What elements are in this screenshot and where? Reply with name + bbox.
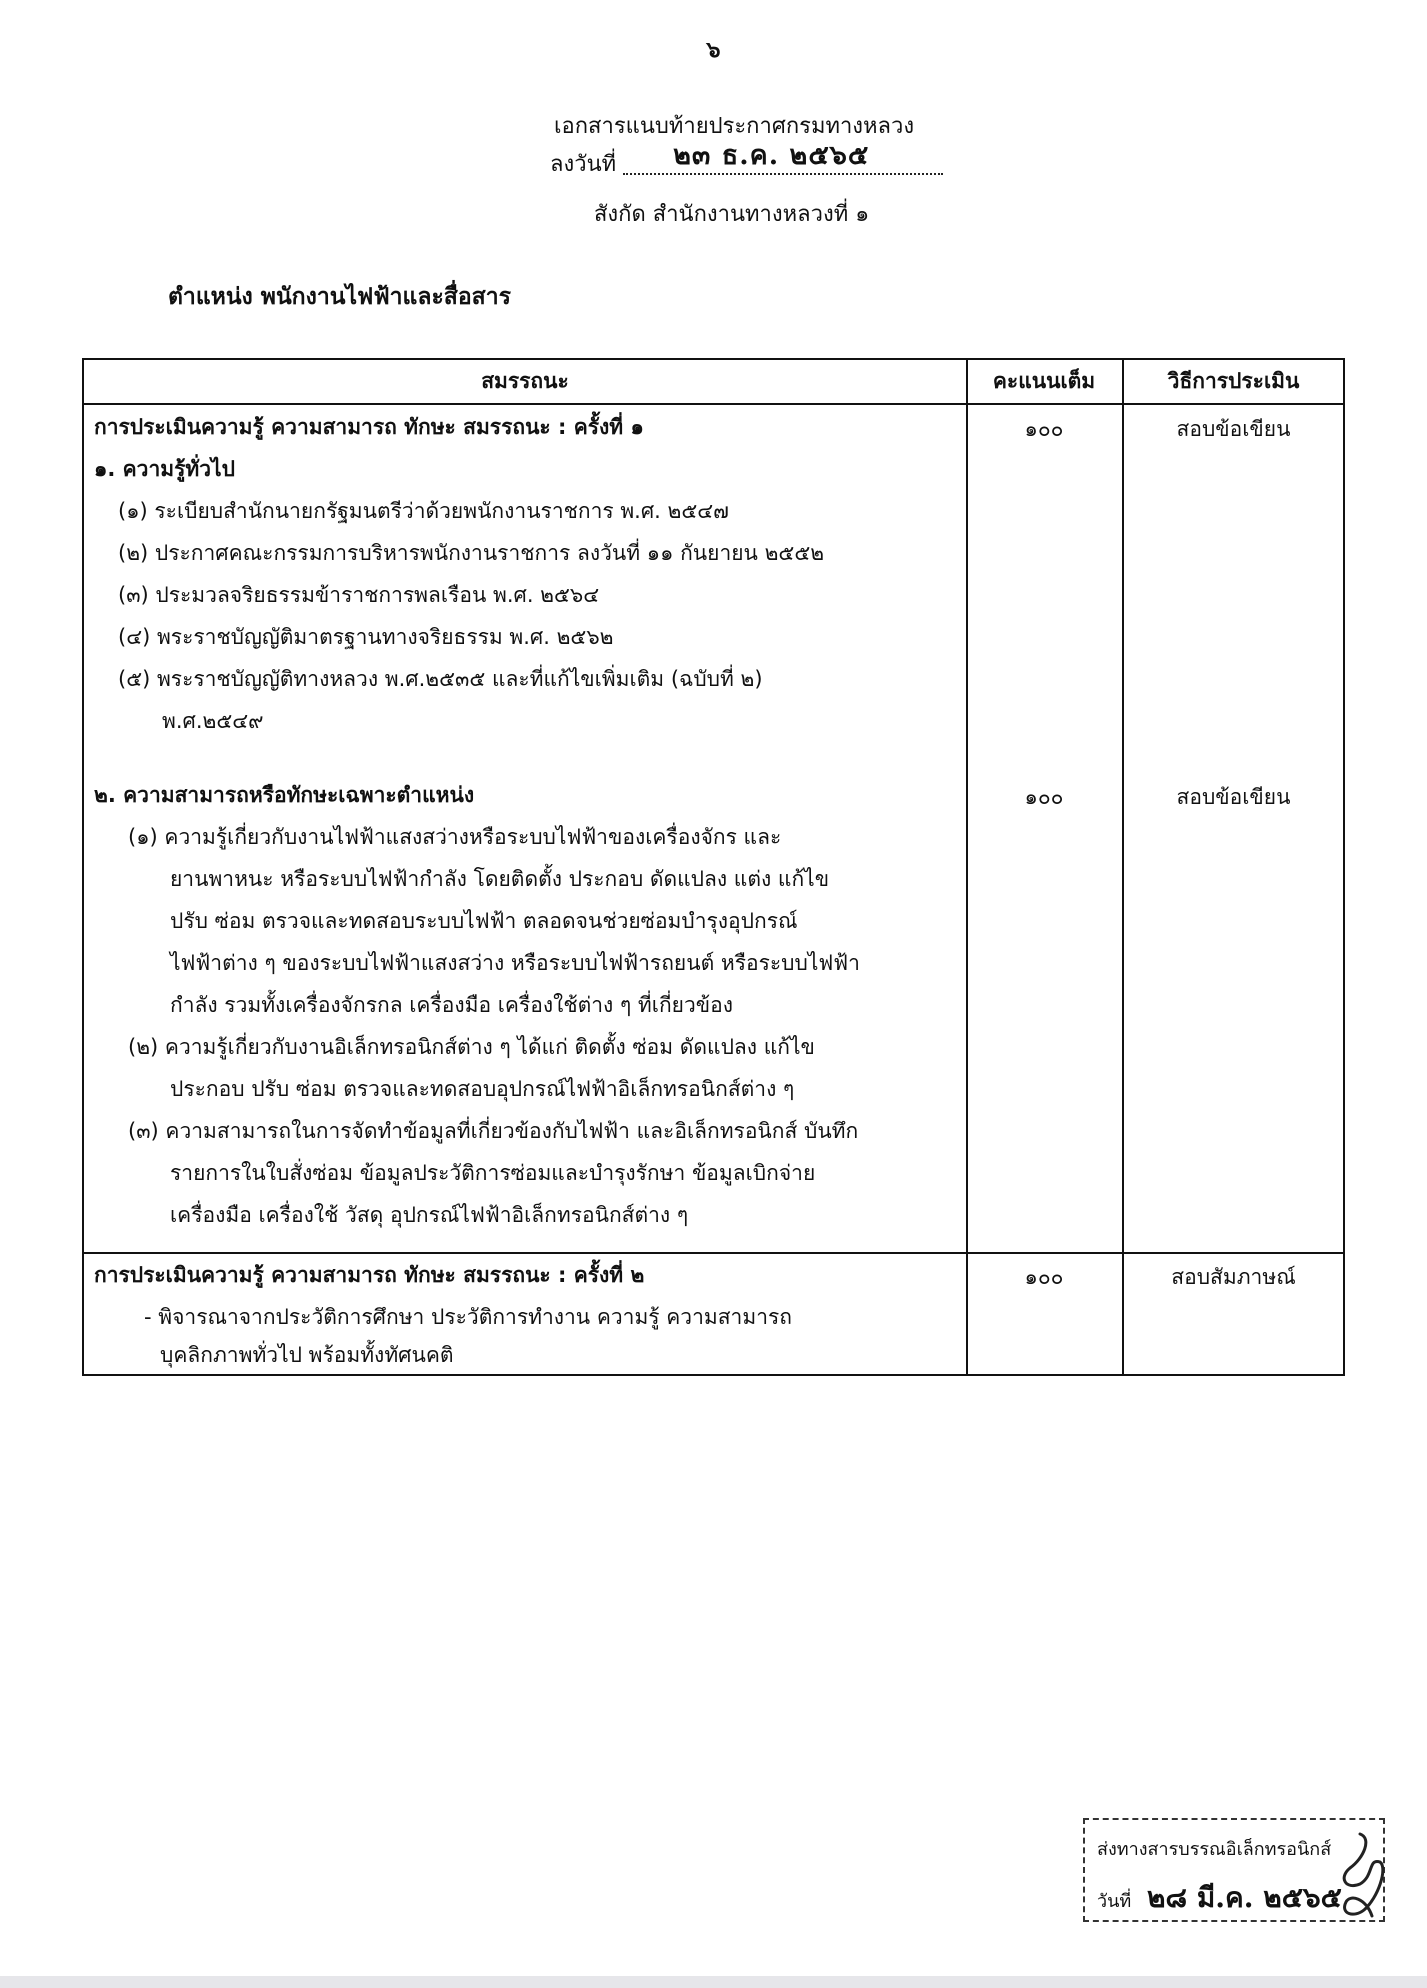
stamp-line-1: ส่งทางสารบรรณอิเล็กทรอนิกส์ <box>1097 1839 1332 1860</box>
scan-bottom-edge <box>0 1976 1427 1988</box>
stamp-date-value: ๒๘ มี.ค. ๒๕๖๕ <box>1147 1881 1342 1914</box>
header-date-value: ๒๓ ธ.ค. ๒๕๖๕ <box>673 140 870 171</box>
section1-score: ๑๐๐ <box>1024 417 1064 441</box>
section2-line: รายการในใบสั่งซ่อม ข้อมูลประวัติการซ่อมและบำรุงรักษา ข้อมูลเบิกจ่าย <box>170 1161 816 1185</box>
section1-item: (๒) ประกาศคณะกรรมการบริหารพนักงานราชการ ลงวันที่ ๑๑ กันยายน ๒๕๕๒ <box>118 541 825 565</box>
competency-table <box>82 358 1345 1376</box>
section2-title: ๒. ความสามารถหรือทักษะเฉพาะตำแหน่ง <box>94 783 475 807</box>
section1-item: (๓) ประมวลจริยธรรมข้าราชการพลเรือน พ.ศ. ๒๕๖๔ <box>118 583 600 607</box>
section2-line: (๑) ความรู้เกี่ยวกับงานไฟฟ้าแสงสว่างหรือระบบไฟฟ้าของเครื่องจักร และ <box>128 825 782 849</box>
header-date-label: ลงวันที่ <box>550 152 617 177</box>
section2-method: สอบข้อเขียน <box>1176 785 1291 809</box>
stamp-date-line <box>1097 1876 1342 1920</box>
page-number: ๖ <box>706 38 721 63</box>
section1-item: (๑) ระเบียบสำนักนายกรัฐมนตรีว่าด้วยพนักงานราชการ พ.ศ. ๒๕๔๗ <box>118 499 729 523</box>
header-row-divider <box>84 403 1343 405</box>
header-date-line <box>550 140 943 184</box>
section2-line: เครื่องมือ เครื่องใช้ วัสดุ อุปกรณ์ไฟฟ้าอิเล็กทรอนิกส์ต่าง ๆ <box>170 1203 689 1227</box>
column-divider <box>1122 360 1124 1374</box>
header-competency: สมรรถนะ <box>481 369 569 393</box>
header-method: วิธีการประเมิน <box>1167 369 1300 393</box>
header-full-score: คะแนนเต็ม <box>992 369 1096 393</box>
round2-line: - พิจารณาจากประวัติการศึกษา ประวัติการทำงาน ความรู้ ความสามารถ <box>144 1305 792 1329</box>
section1-item: (๔) พระราชบัญญัติมาตรฐานทางจริยธรรม พ.ศ. ๒๕๖๒ <box>118 625 614 649</box>
section1-method: สอบข้อเขียน <box>1176 417 1291 441</box>
document-header <box>550 108 943 227</box>
position-title: ตำแหน่ง พนักงานไฟฟ้าและสื่อสาร <box>168 284 511 310</box>
section1-item-continuation: พ.ศ.๒๕๔๙ <box>162 709 264 733</box>
stamp-date-label: วันที่ <box>1097 1891 1132 1912</box>
round-row-divider <box>84 1252 1343 1254</box>
section2-line: กำลัง รวมทั้งเครื่องจักรกล เครื่องมือ เครื่องใช้ต่าง ๆ ที่เกี่ยวข้อง <box>170 993 733 1017</box>
round2-score: ๑๐๐ <box>1024 1265 1064 1289</box>
round2-title: การประเมินความรู้ ความสามารถ ทักษะ สมรรถนะ : ครั้งที่ ๒ <box>94 1263 645 1287</box>
round2-line: บุคลิกภาพทั่วไป พร้อมทั้งทัศนคติ <box>160 1343 454 1367</box>
section2-line: (๓) ความสามารถในการจัดทำข้อมูลที่เกี่ยวข้องกับไฟฟ้า และอิเล็กทรอนิกส์ บันทึก <box>128 1119 859 1143</box>
header-line-3: สังกัด สำนักงานทางหลวงที่ ๑ <box>594 202 870 227</box>
handwritten-signature-icon <box>1320 1828 1390 1924</box>
section1-title: ๑. ความรู้ทั่วไป <box>94 457 235 481</box>
section1-item: (๕) พระราชบัญญัติทางหลวง พ.ศ.๒๕๓๕ และที่แก้ไขเพิ่มเติม (ฉบับที่ ๒) <box>118 667 763 691</box>
round2-method: สอบสัมภาษณ์ <box>1171 1265 1296 1289</box>
header-date-dotted-field <box>623 140 943 175</box>
section2-line: ปรับ ซ่อม ตรวจและทดสอบระบบไฟฟ้า ตลอดจนช่วยซ่อมบำรุงอุปกรณ์ <box>170 909 798 933</box>
column-divider <box>966 360 968 1374</box>
section2-line: ไฟฟ้าต่าง ๆ ของระบบไฟฟ้าแสงสว่าง หรือระบบไฟฟ้ารถยนต์ หรือระบบไฟฟ้า <box>170 951 860 975</box>
section2-line: ยานพาหนะ หรือระบบไฟฟ้ากำลัง โดยติดตั้ง ประกอบ ดัดแปลง แต่ง แก้ไข <box>170 867 830 891</box>
header-line-1: เอกสารแนบท้ายประกาศกรมทางหลวง <box>554 114 915 139</box>
round1-title: การประเมินความรู้ ความสามารถ ทักษะ สมรรถนะ : ครั้งที่ ๑ <box>94 415 644 439</box>
section2-line: (๒) ความรู้เกี่ยวกับงานอิเล็กทรอนิกส์ต่าง ๆ ได้แก่ ติดตั้ง ซ่อม ดัดแปลง แก้ไข <box>128 1035 815 1059</box>
section2-line: ประกอบ ปรับ ซ่อม ตรวจและทดสอบอุปกรณ์ไฟฟ้าอิเล็กทรอนิกส์ต่าง ๆ <box>170 1077 795 1101</box>
section2-score: ๑๐๐ <box>1024 785 1064 809</box>
